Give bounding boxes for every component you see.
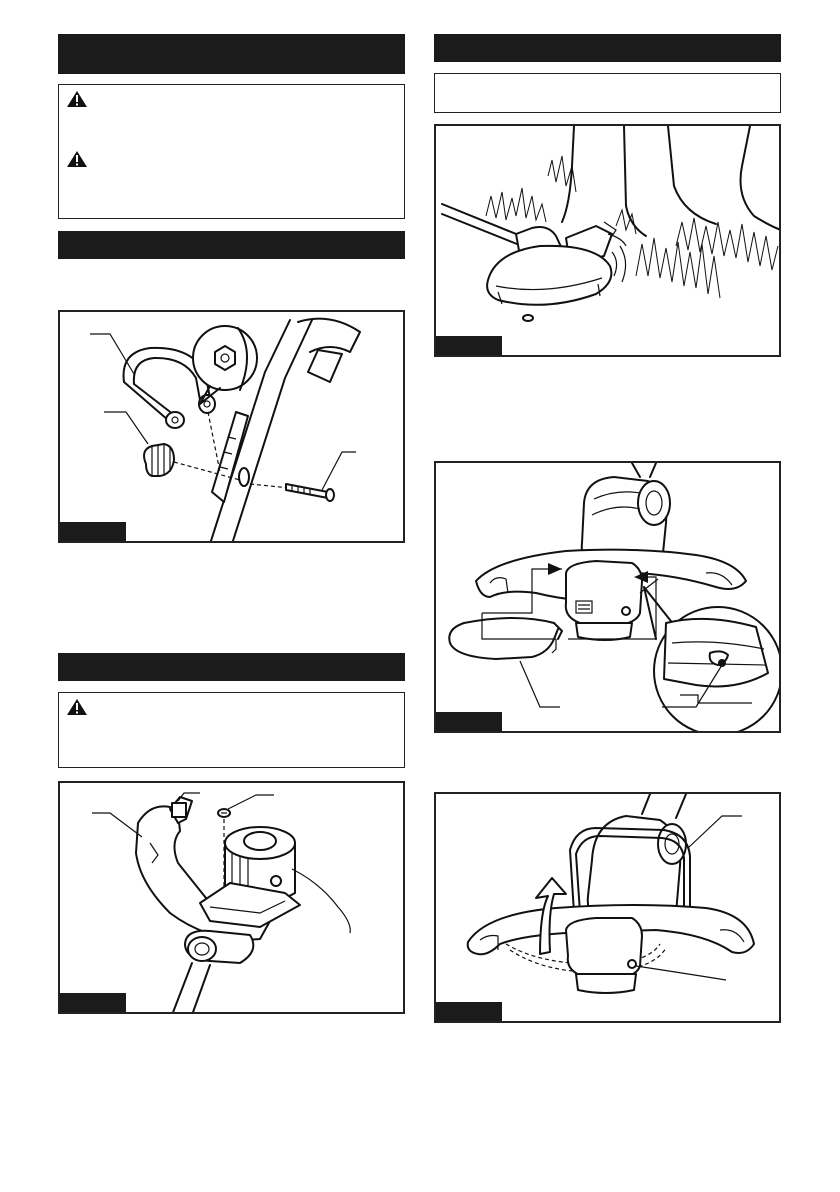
figure-trimming-near-tree — [434, 124, 781, 357]
left-header-bar — [58, 34, 405, 74]
left-warning-box — [58, 84, 405, 219]
figure-tag — [436, 712, 502, 733]
figure-wire-guard-attached — [434, 792, 781, 1023]
figure-tag — [436, 1002, 502, 1023]
warning-triangle-icon — [67, 91, 87, 107]
warning-icons-2 — [59, 693, 406, 769]
right-note-box — [434, 73, 781, 113]
left-warning-box-2 — [58, 692, 405, 768]
figure-protector-guard — [58, 781, 405, 1014]
figure-wire-guard-detail — [434, 461, 781, 733]
warning-triangle-icon — [67, 699, 87, 715]
right-section-bar — [434, 34, 781, 62]
figure-tag — [60, 522, 126, 543]
warning-triangle-icon — [67, 151, 87, 167]
figure-tag — [60, 993, 126, 1014]
left-section-bar-1 — [58, 231, 405, 259]
figure-tag — [436, 336, 502, 357]
warning-icons — [59, 85, 406, 220]
left-section-bar-2 — [58, 653, 405, 681]
figure-loop-handle — [58, 310, 405, 543]
